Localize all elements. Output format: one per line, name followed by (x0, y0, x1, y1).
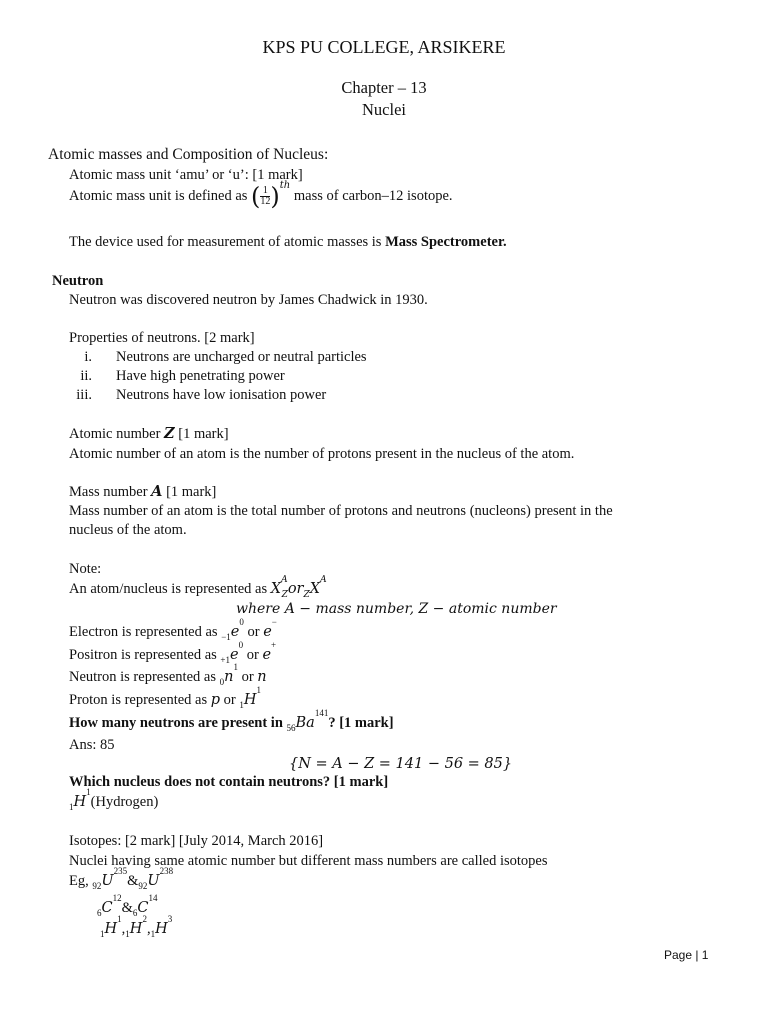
neutron-heading: Neutron (52, 273, 104, 289)
mass-number-heading: Mass number A [1 mark] (69, 483, 217, 500)
amu-definition: Atomic mass unit is defined as ( $\frac{1}{12})^{th}$ mass of carbon–12 isotope. (69, 180, 453, 211)
isotopes-example-hydrogen: $_1H^1,_1H^2,_1H^3$ (100, 914, 173, 939)
atom-representation: An atom/nucleus is represented as $X^A_Zor_ZX^A$ (69, 575, 327, 600)
isotopes-heading: Isotopes: [2 mark] [July 2014, March 2016] (69, 833, 324, 849)
mass-number-definition-line2: nucleus of the atom. (69, 522, 187, 538)
proton-representation: Proton is represented as p or $_1H^1$ (69, 685, 262, 710)
question-neutrons-barium: How many neutrons are present in $_{56}Ba^{141}$? [1 mark] (69, 708, 394, 733)
chapter-number: Chapter – 13 (341, 78, 427, 97)
one-twelfth-fraction: $\frac{1}{12}$ (260, 185, 271, 207)
page-number: Page | 1 (664, 948, 709, 962)
positron-representation: Positron is represented as $_{+1}e^0$ or e+ (69, 640, 277, 665)
device-sentence: The device used for measurement of atomic masses is Mass Spectrometer. (69, 234, 507, 250)
electron-representation: Electron is represented as $_{-1}e^0$ or e− (69, 617, 277, 642)
section-heading-atomic-masses: Atomic masses and Composition of Nucleus: (48, 146, 329, 163)
college-title: KPS PU COLLEGE, ARSIKERE (262, 37, 506, 57)
amu-heading: Atomic mass unit ‘amu’ or ‘u’: [1 mark] (69, 167, 303, 183)
answer-85: Ans: 85 (69, 737, 115, 753)
atomic-number-definition: Atomic number of an atom is the number of protons present in the nucleus of the atom. (69, 446, 575, 462)
neutron-representation: Neutron is represented as $_0n^1$ or n (69, 662, 267, 687)
chapter-title: Nuclei (362, 100, 406, 119)
mass-number-definition-line1: Mass number of an atom is the total number of protons and neutrons (nucleons) present in the (69, 503, 613, 519)
neutron-properties-heading: Properties of neutrons. [2 mark] (69, 330, 255, 346)
question-no-neutrons: Which nucleus does not contain neutrons? [1 mark] (69, 774, 389, 790)
document-page: KPS PU COLLEGE, ARSIKERE Chapter – 13 Nuclei Atomic masses and Composition of Nucleus: Atomic mass unit ‘amu’ or ‘u’: [1 mark] Atomic mass unit is defined as ( $\frac{1}{12})^{th}$ mass of carbon–12 isotope. The device used for measurement of atomic masses is Mass Spectrometer. Neutron Neutron was discovered neutron by James Chadwick in 1930. Properties of neutrons. [2 mark] i. Neutrons are uncharged or neutral particles ii. Have high penetrating power iii. Neutrons have low ionisation power Atomic number Z [1 mark] Atomic number of an atom is the number of protons present in the nucleus of the atom. Mass number A [1 mark] Mass number of an atom is the total number of protons and neutrons (nucleons) present in the nucleus of the atom. Note: An atom/nucleus is represented as $X^A_Zor_ZX^A$ where A − mass number, Z − atomic number Electron is represented as $_{-1}e^0$ or e− Positron is represented as $_{+1}e^0$ or e+ Neutron is represented as $_0n^1$ or n Proton is represented as p or $_1H^1$ How many neutrons are present in $_{56}Ba^{141}$? [1 mark] Ans: 85 {N = A − Z = 141 − 56 = 85} Which nucleus does not contain neutrons? [1 mark] $_1H^1(Hydrogen)$ Isotopes: [2 mark] [July 2014, March 2016] Nuclei having same atomic number but different mass numbers are called isotopes Eg, $_{92}U^{235}\&_{92}U^{238}$ $_6C^{12}\&_6C^{14}$ $_1H^1,_1H^2,_1H^3$ Page | 1 (0, 0, 768, 1024)
note-heading: Note: (69, 561, 102, 577)
hydrogen-answer: $_1H^1(Hydrogen)$ (69, 787, 159, 812)
atomic-number-heading: Atomic number Z [1 mark] (69, 425, 229, 442)
calculation: {N = A − Z = 141 − 56 = 85} (289, 756, 513, 772)
isotopes-example-uranium: Eg, $_{92}U^{235}\&_{92}U^{238}$ (69, 866, 174, 891)
isotopes-definition: Nuclei having same atomic number but different mass numbers are called isotopes (69, 853, 548, 869)
isotopes-example-carbon: $_6C^{12}\&_6C^{14}$ (97, 893, 158, 918)
where-line: where A − mass number, Z − atomic number (236, 601, 557, 617)
mass-spectrometer: Mass Spectrometer. (385, 234, 507, 250)
neutron-discovery: Neutron was discovered neutron by James Chadwick in 1930. (69, 292, 428, 308)
